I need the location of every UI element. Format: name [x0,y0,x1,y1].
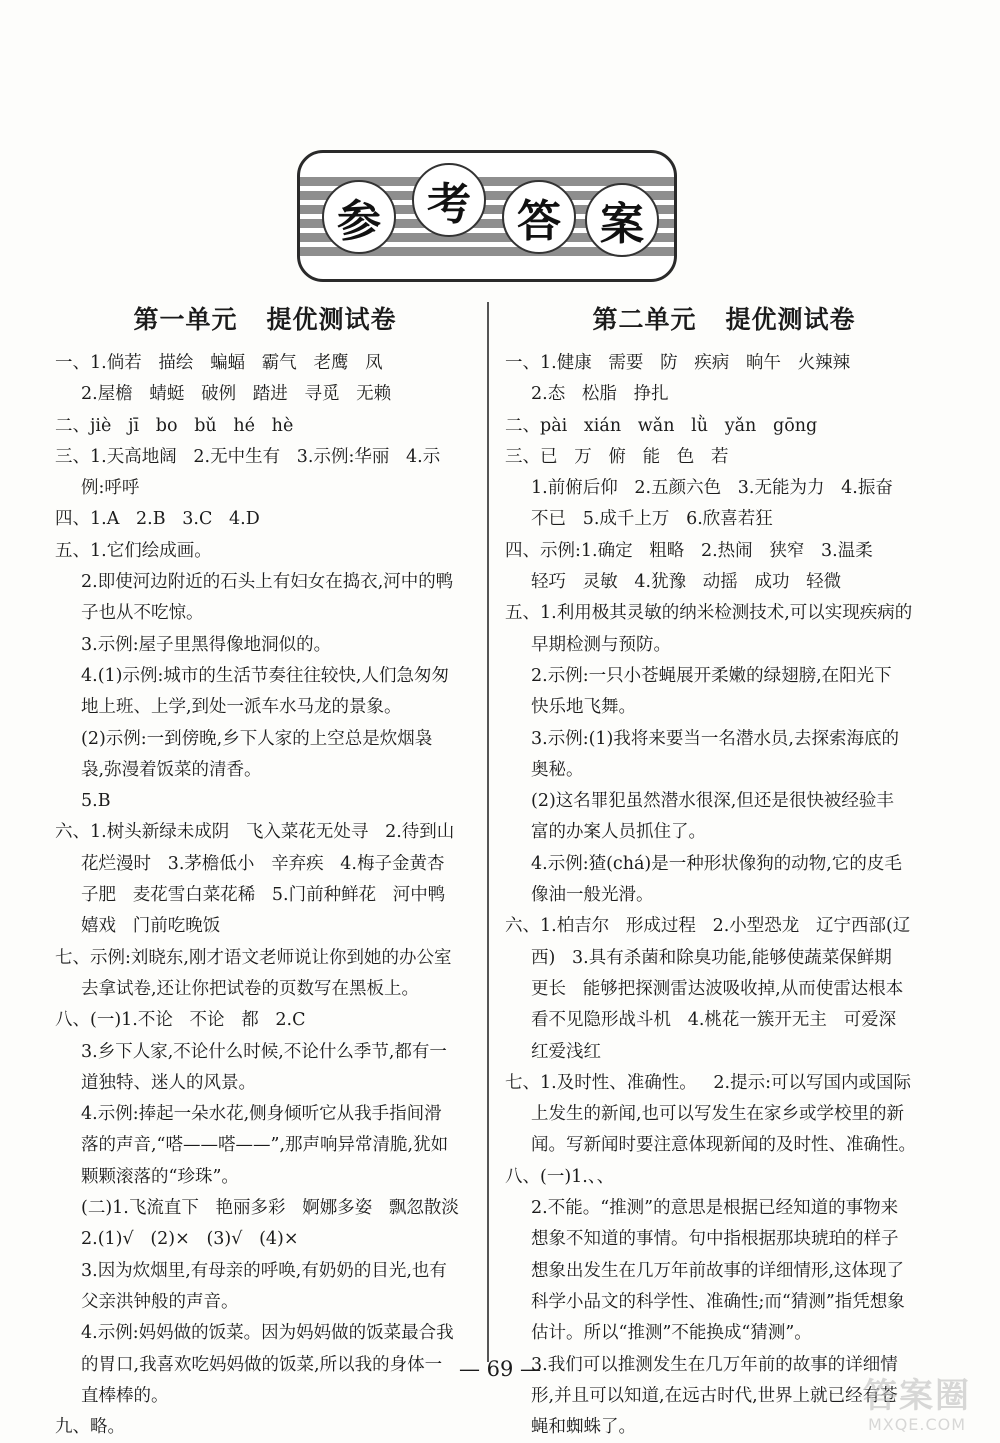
answer-line: 想象不知道的事情。句中指根据那块琥珀的样子 [531,1229,899,1250]
answer-line: 更长 能够把探测雷达波吸收掉,从而使雷达根本 [531,978,904,999]
unit-two-title: 第二单元 提优测试卷 [592,305,856,334]
answer-line: 七、示例:刘晓东,刚才语文老师说让你到她的办公室 [55,947,452,968]
answer-line: 2.(1)√ (2)× (3)√ (4)× [81,1229,299,1250]
answer-line: 估计。所以“推测”不能换成“猜测”。 [531,1323,812,1344]
answer-line: 落的声音,“嗒——嗒——”,那声响异常清脆,犹如 [81,1135,449,1156]
answer-line: 五、1.它们绘成画。 [55,540,212,561]
banner-char: 案 [585,183,659,257]
answer-line: 二、pài xián wǎn lǜ yǎn gōng [505,415,818,436]
answer-line: 西) 3.具有杀菌和除臭功能,能够使蔬菜保鲜期 [531,947,892,968]
answer-line: 去拿试卷,还让你把试卷的页数写在黑板上。 [81,978,420,999]
answer-line: 一、1.倘若 描绘 蝙蝠 霸气 老鹰 凤 [55,353,383,373]
answer-line: (二)1.飞流直下 艳丽多彩 婀娜多姿 飘忽散淡 [81,1198,459,1219]
unit-two-answers [505,348,943,1443]
watermark-url: MXQE.COM [867,1415,967,1434]
answer-line: 富的办案人员抓住了。 [531,822,706,843]
answer-line: 九、略。 [55,1417,125,1438]
watermark-logo [842,1377,992,1435]
unit-one-title: 第一单元 提优测试卷 [133,305,397,334]
answer-line: 四、示例:1.确定 粗略 2.热闹 狭窄 3.温柔 [505,540,873,561]
answer-line: 四、1.A 2.B 3.C 4.D [55,509,260,530]
answer-line: 上发生的新闻,也可以写发生在家乡或学校里的新 [531,1104,905,1125]
answer-line: 直棒棒的。 [81,1385,169,1406]
answer-line: 闻。写新闻时要注意体现新闻的及时性、准确性。 [531,1135,916,1156]
answer-line: 2.屋檐 蜻蜓 破例 踏进 寻觅 无赖 [81,384,392,405]
answer-line: 4.示例:捧起一朵水花,侧身倾听它从我手指间滑 [81,1104,442,1125]
answer-line: 嬉戏 门前吃晚饭 [81,916,221,937]
answer-line: (2)示例:一到傍晚,乡下人家的上空总是炊烟袅 [81,728,433,749]
answer-line: 4.示例:猹(chá)是一种形状像狗的动物,它的皮毛 [531,853,902,874]
page-number: — 69 — [458,1357,542,1381]
answer-line: 想象出发生在几万年前故事的详细情形,这体现了 [531,1260,905,1281]
answer-line: 3.乡下人家,不论什么时候,不论什么季节,都有一 [81,1041,447,1062]
answer-line: 轻巧 灵敏 4.犹豫 动摇 成功 轻微 [531,572,842,593]
answer-line: 三、1.天高地阔 2.无中生有 3.示例:华丽 4.示 [55,446,441,467]
answer-line: 科学小品文的科学性、准确性;而“猜测”指凭想象 [531,1291,905,1312]
answer-line: 像油一般光滑。 [531,885,654,906]
answer-line: 三、已 万 俯 能 色 若 [505,446,729,467]
answer-line: (2)这名罪犯虽然潜水很深,但还是很快被经验丰 [531,791,894,812]
answer-line: 八、(一)1.、、 [505,1166,615,1187]
answer-line: 3.因为炊烟里,有母亲的呼唤,有奶奶的目光,也有 [81,1260,447,1281]
watermark-text: 答案圈 [863,1376,971,1416]
answer-line: 4.(1)示例:城市的生活节奏往往较快,人们急匆匆 [81,665,449,686]
answer-line: 的胃口,我喜欢吃妈妈做的饭菜,所以我的身体一 [81,1354,443,1375]
answer-line: 2.示例:一只小苍蝇展开柔嫩的绿翅膀,在阳光下 [531,665,892,686]
answer-line: 子肥 麦花雪白菜花稀 5.门前种鲜花 河中鸭 [81,885,446,906]
column-divider [487,302,489,1362]
banner-char: 答 [502,180,576,254]
answer-line: 不已 5.成千上万 6.欣喜若狂 [531,509,773,530]
answer-line: 地上班、上学,到处一派车水马龙的景象。 [81,697,402,718]
answer-line: 八、(一)1.不论 不论 都 2.C [55,1010,306,1031]
answer-line: 袅,弥漫着饭菜的清香。 [81,759,262,780]
banner-char: 考 [412,163,486,237]
answer-line: 奥秘。 [531,759,584,780]
answer-line: 3.示例:屋子里黑得像地洞似的。 [81,634,332,655]
answer-line: 道独特、迷人的风景。 [81,1072,256,1093]
unit-one-column [55,300,475,1443]
answer-line: 花烂漫时 3.茅檐低小 辛弃疾 4.梅子金黄杏 [81,853,445,874]
answer-line: 4.示例:妈妈做的饭菜。因为妈妈做的饭菜最合我 [81,1323,454,1344]
answer-line: 早期检测与预防。 [531,634,671,655]
answer-line: 红爱浅红 [531,1041,601,1062]
unit-one-answers [55,348,475,1443]
answer-line: 5.B [81,791,111,812]
answer-line: 六、1.柏吉尔 形成过程 2.小型恐龙 辽宁西部(辽 [505,916,911,937]
answer-line: 1.前俯后仰 2.五颜六色 3.无能为力 4.振奋 [531,478,893,499]
answer-line: 快乐地飞舞。 [531,697,636,718]
answer-line: 五、1.利用极其灵敏的纳米检测技术,可以实现疾病的 [505,603,913,624]
answer-line: 父亲洪钟般的声音。 [81,1291,239,1312]
banner-char: 参 [322,180,396,254]
answer-line: 形,并且可以知道,在远古时代,世界上就已经有苍 [531,1385,898,1406]
answer-line: 子也从不吃惊。 [81,603,204,624]
answer-line: 二、jiè jī bo bǔ hé hè [55,415,294,436]
answer-line: 2.即使河边附近的石头上有妇女在捣衣,河中的鸭 [81,572,454,593]
answer-key-banner [297,150,677,282]
unit-two-column [505,300,943,1443]
banner-title [300,153,674,279]
answer-line: 看不见隐形战斗机 4.桃花一簇开无主 可爱深 [531,1010,897,1031]
answer-line: 一、1.健康 需要 防 疾病 晌午 火辣辣 [505,353,851,373]
answer-line: 2.不能。“推测”的意思是根据已经知道的事物来 [531,1198,899,1219]
answer-line: 蝇和蜘蛛了。 [531,1417,636,1438]
answer-line: 3.我们可以推测发生在几万年前的故事的详细情 [531,1354,898,1375]
answer-line: 六、1.树头新绿未成阴 飞入菜花无处寻 2.待到山 [55,822,455,843]
answer-line: 3.示例:(1)我将来要当一名潜水员,去探索海底的 [531,728,899,749]
answer-line: 颗颗滚落的“珍珠”。 [81,1166,239,1187]
answer-line: 2.态 松脂 挣扎 [531,384,669,405]
answer-line: 例:呼呼 [81,478,140,499]
answer-line: 七、1.及时性、准确性。 2.提示:可以写国内或国际 [505,1072,911,1093]
